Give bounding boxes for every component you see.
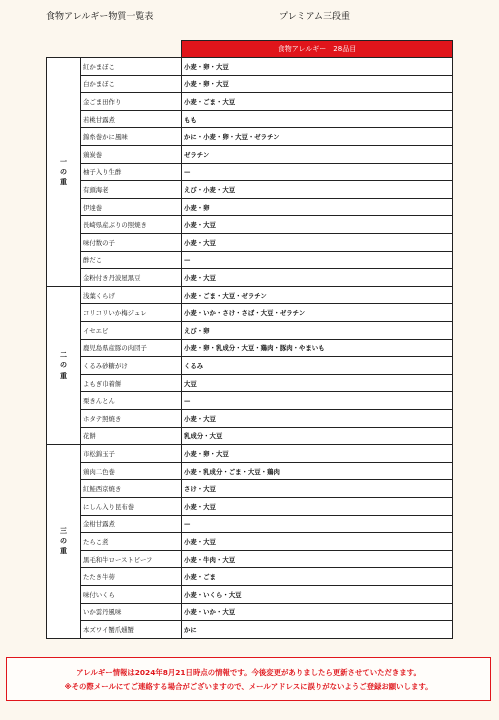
- dish-allergens: 小麦・大豆: [182, 234, 453, 252]
- table-row: [47, 357, 453, 375]
- dish-name: 有頭海老: [81, 181, 182, 199]
- dish-name: 市松錦玉子: [81, 445, 182, 463]
- dish-name: 金柑甘露煮: [81, 515, 182, 533]
- dish-allergens: 小麦・いか・大豆: [182, 603, 453, 621]
- dish-allergens: 小麦・大豆: [182, 269, 453, 287]
- dish-allergens: —: [182, 163, 453, 181]
- dish-allergens: 小麦・卵・乳成分・大豆・鶏肉・豚肉・やまいも: [182, 339, 453, 357]
- dish-name: 味付数の子: [81, 234, 182, 252]
- table-row: [47, 550, 453, 568]
- dish-name: 紅鮭西京焼き: [81, 480, 182, 498]
- dish-name: にしん入り昆布巻: [81, 497, 182, 515]
- dish-name: たらこ煮: [81, 533, 182, 551]
- table-row: [47, 409, 453, 427]
- dish-name: 金粉付き丹波屋黒豆: [81, 269, 182, 287]
- dish-name: 柚子入り生酢: [81, 163, 182, 181]
- dish-allergens: 小麦・ごま・大豆・ゼラチン: [182, 286, 453, 304]
- dish-allergens: 小麦・卵・大豆: [182, 58, 453, 76]
- dish-name: 紅かまぼこ: [81, 58, 182, 76]
- dish-allergens: 小麦・ごま: [182, 568, 453, 586]
- table-row: [47, 304, 453, 322]
- dish-allergens: さけ・大豆: [182, 480, 453, 498]
- table-row: [47, 515, 453, 533]
- allergen-header: 食物アレルギー 28品目: [182, 41, 453, 58]
- dish-allergens: もも: [182, 110, 453, 128]
- dish-allergens: 大豆: [182, 374, 453, 392]
- section-label: 二 の 重: [47, 286, 81, 444]
- dish-name: たたき牛蒡: [81, 568, 182, 586]
- dish-allergens: かに・小麦・卵・大豆・ゼラチン: [182, 128, 453, 146]
- table-row: [47, 462, 453, 480]
- dish-name: 長崎県産ぶりの照焼き: [81, 216, 182, 234]
- table-row: [47, 146, 453, 164]
- dish-allergens: 乳成分・大豆: [182, 427, 453, 445]
- table-header-row: [47, 41, 453, 58]
- table-row: [47, 427, 453, 445]
- table-row: [47, 533, 453, 551]
- dish-allergens: かに: [182, 621, 453, 639]
- table-row: [47, 198, 453, 216]
- dish-name: いか雲丹風味: [81, 603, 182, 621]
- table-row: [47, 480, 453, 498]
- dish-name: 鶏肉二色巻: [81, 462, 182, 480]
- table-row: [47, 286, 453, 304]
- dish-allergens: ゼラチン: [182, 146, 453, 164]
- dish-allergens: 小麦・牛肉・大豆: [182, 550, 453, 568]
- dish-name: 花餅: [81, 427, 182, 445]
- dish-name: 若桃甘露煮: [81, 110, 182, 128]
- dish-allergens: 小麦・卵・大豆: [182, 75, 453, 93]
- table-row: [47, 110, 453, 128]
- dish-name: 白かまぼこ: [81, 75, 182, 93]
- dish-name: 金ごま田作り: [81, 93, 182, 111]
- dish-name: 黒毛和牛ローストビーフ: [81, 550, 182, 568]
- table-row: [47, 392, 453, 410]
- notice-line-2: ※その際メールにてご連絡する場合がございますので、メールアドレスに誤りがないようご登録お願いします。: [64, 682, 433, 691]
- dish-name: 伊達巻: [81, 198, 182, 216]
- dish-name: イセエビ: [81, 322, 182, 340]
- table-row: [47, 322, 453, 340]
- dish-name: 味付いくら: [81, 585, 182, 603]
- dish-name: 鶏炭巻: [81, 146, 182, 164]
- dish-name: 栗きんとん: [81, 392, 182, 410]
- dish-name: 鹿児島県産豚の肉団子: [81, 339, 182, 357]
- section-label: 一 の 重: [47, 58, 81, 287]
- table-row: [47, 497, 453, 515]
- table-row: [47, 269, 453, 287]
- dish-allergens: 小麦・いくら・大豆: [182, 585, 453, 603]
- table-row: [47, 163, 453, 181]
- dish-name: くるみ砂糖がけ: [81, 357, 182, 375]
- section-label: 三 の 重: [47, 445, 81, 639]
- product-name: プレミアム三段重: [279, 12, 351, 22]
- dish-name: ホタテ照焼き: [81, 409, 182, 427]
- list-title: 食物アレルギー物質一覧表: [46, 12, 154, 22]
- table-row: [47, 339, 453, 357]
- notice-box: [6, 657, 491, 701]
- dish-allergens: —: [182, 392, 453, 410]
- dish-allergens: 小麦・大豆: [182, 497, 453, 515]
- dish-name: 酢だこ: [81, 251, 182, 269]
- dish-name: よもぎ巾着餅: [81, 374, 182, 392]
- notice-line-1: アレルギー情報は2024年8月21日時点の情報です。今後変更がありましたら更新させていただきます。: [76, 668, 421, 677]
- dish-name: 錦糸巻かに風味: [81, 128, 182, 146]
- table-row: [47, 374, 453, 392]
- dish-name: コリコリいか梅ジュレ: [81, 304, 182, 322]
- table-row: [47, 216, 453, 234]
- table-row: [47, 621, 453, 639]
- table-row: [47, 58, 453, 76]
- dish-allergens: 小麦・ごま・大豆: [182, 93, 453, 111]
- dish-allergens: 小麦・いか・さけ・さば・大豆・ゼラチン: [182, 304, 453, 322]
- table-row: [47, 128, 453, 146]
- table-row: [47, 568, 453, 586]
- dish-name: 浅葉くらげ: [81, 286, 182, 304]
- table-row: [47, 445, 453, 463]
- table-row: [47, 603, 453, 621]
- dish-allergens: —: [182, 251, 453, 269]
- dish-allergens: 小麦・大豆: [182, 216, 453, 234]
- table-row: [47, 234, 453, 252]
- table-row: [47, 585, 453, 603]
- table-row: [47, 181, 453, 199]
- dish-allergens: —: [182, 515, 453, 533]
- table-row: [47, 75, 453, 93]
- dish-allergens: えび・小麦・大豆: [182, 181, 453, 199]
- table-row: [47, 93, 453, 111]
- dish-allergens: くるみ: [182, 357, 453, 375]
- dish-allergens: 小麦・卵: [182, 198, 453, 216]
- dish-name: 本ズワイ蟹爪燻蟹: [81, 621, 182, 639]
- allergen-table: [46, 40, 453, 639]
- dish-allergens: 小麦・大豆: [182, 409, 453, 427]
- dish-allergens: 小麦・卵・大豆: [182, 445, 453, 463]
- table-row: [47, 251, 453, 269]
- dish-allergens: えび・卵: [182, 322, 453, 340]
- dish-allergens: 小麦・大豆: [182, 533, 453, 551]
- dish-allergens: 小麦・乳成分・ごま・大豆・鶏肉: [182, 462, 453, 480]
